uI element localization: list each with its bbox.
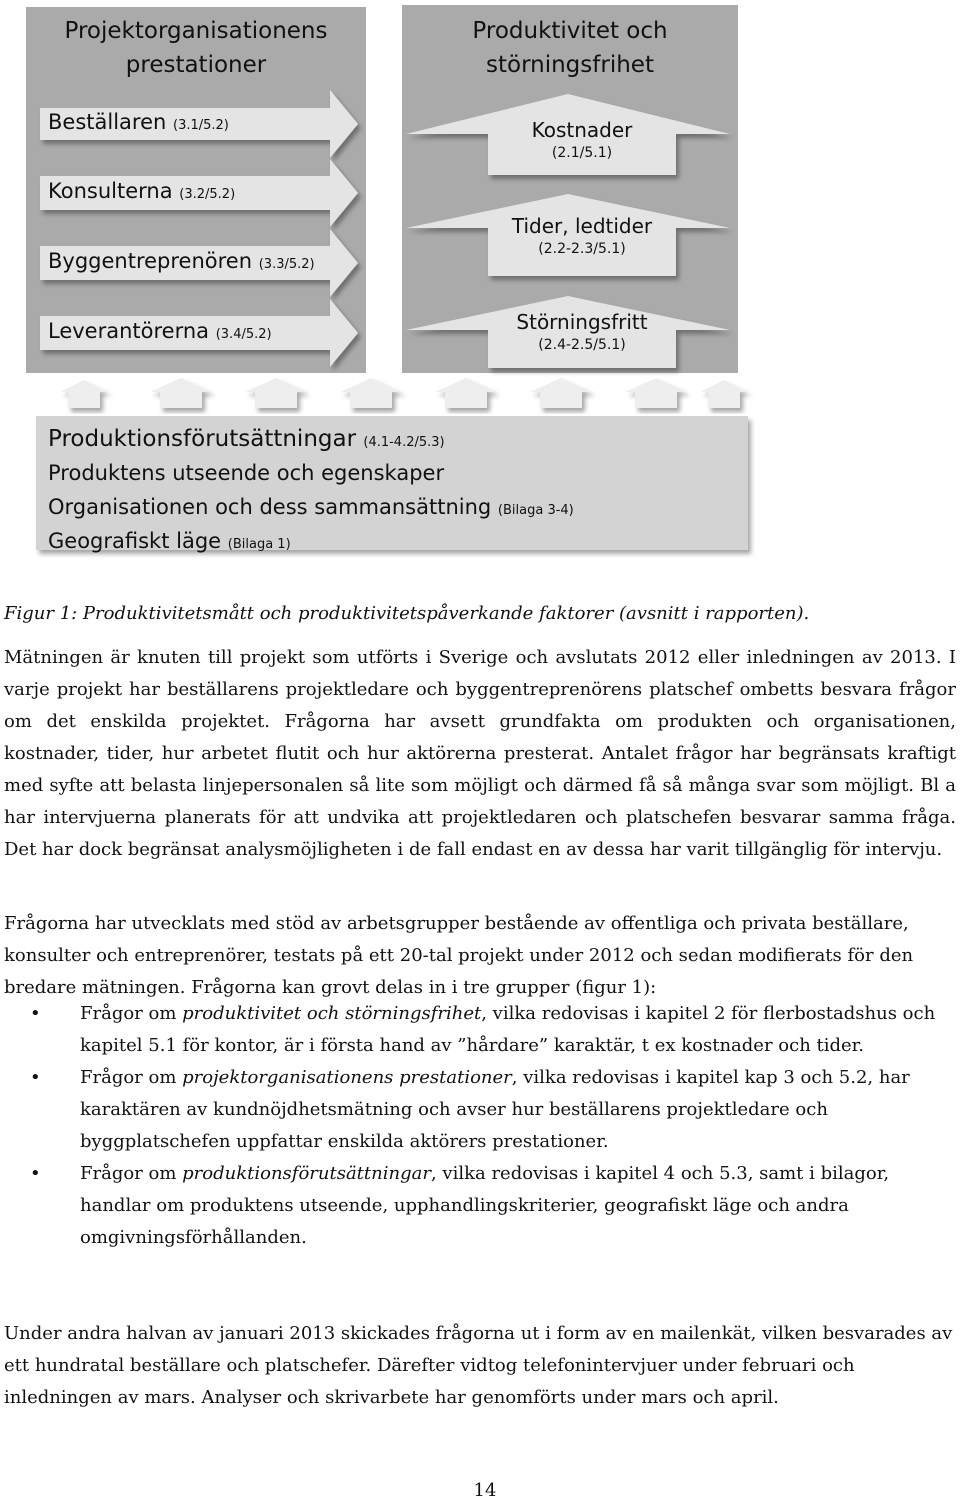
- upward-arrows: [60, 378, 748, 408]
- list-item-emphasis: produktionsförutsättningar: [182, 1163, 431, 1184]
- bottom-line-3: [48, 492, 574, 526]
- paragraph-question-development: Frågorna har utvecklats med stöd av arbetsgrupper bestående av offentliga och privata beställare, konsulter och entreprenörer, testats på ett 20-tal projekt under 2012 och sedan modifierats för den bredare mätningen. Frågorna kan grovt delas in i tre grupper (figur 1):: [4, 913, 914, 998]
- up-arrow: [60, 380, 108, 408]
- right-item-3: [488, 310, 676, 355]
- bullet-marker: •: [30, 1163, 41, 1184]
- left-item-label: Konsulterna: [48, 179, 173, 203]
- up-arrow: [340, 378, 402, 408]
- left-item-label: Byggentreprenören: [48, 249, 253, 273]
- bottom-line-label: Produktionsförutsättningar: [48, 426, 357, 452]
- up-arrow: [700, 380, 748, 408]
- right-item-ref: (2.1/5.1): [551, 145, 613, 161]
- list-item: [0, 1062, 960, 1158]
- question-group-list: [0, 998, 960, 1254]
- list-item-text: , vilka redovisas i kapitel kap 3 och 5.2, har karaktären av kundnöjdhetsmätning och avser hur beställarens projektledare och byggplatschefen uppfattar enskilda aktörers prestationer.: [80, 1067, 910, 1152]
- left-panel-title-line: Projektorganisationens: [64, 18, 328, 44]
- left-item-4: [48, 319, 272, 343]
- right-panel-title-line: störningsfrihet: [486, 52, 654, 78]
- left-item-ref: (3.4/5.2): [215, 327, 272, 342]
- right-item-ref: (2.4-2.5/5.1): [538, 337, 626, 353]
- right-item-label: Störningsfritt: [516, 310, 648, 334]
- list-item-text: Frågor om: [80, 1003, 183, 1024]
- left-item-label: Beställaren: [48, 110, 167, 134]
- left-item-ref: (3.2/5.2): [179, 187, 236, 202]
- bottom-line-label: Geografiskt läge: [48, 529, 222, 553]
- list-item: [0, 998, 960, 1062]
- bullet-marker: •: [30, 1067, 41, 1088]
- bottom-line-ref: (Bilaga 1): [227, 537, 291, 552]
- up-arrow: [625, 378, 687, 408]
- bottom-line-ref: (Bilaga 3-4): [497, 503, 574, 518]
- paragraph-intro: Mätningen är knuten till projekt som utförts i Sverige och avslutats 2012 eller inledningen av 2013. I varje projekt har beställarens projektledare och byggentreprenörens platschef ombetts besvara frågor om det enskilda projektet. Frågorna har avsett grundfakta om produkten och organisationen, kostnader, tider, hur arbetet flutit och hur aktörerna presterat. Antalet frågor har begränsats kraftigt med syfte att belasta linjepersonalen så lite som möjligt och därmed få så många svar som möjligt. Bl a har intervjuerna planerats för att undvika att projektledaren och platschefen besvarar samma fråga. Det har dock begränsat analysmöjligheten i de fall endast en av dessa har varit tillgänglig för intervju.: [4, 647, 956, 860]
- left-item-ref: (3.3/5.2): [258, 257, 315, 272]
- bottom-line-label: Produktens utseende och egenskaper: [48, 461, 445, 485]
- right-panel-title: [402, 14, 738, 82]
- left-item-1: [48, 110, 229, 134]
- list-item-emphasis: produktivitet och störningsfrihet: [182, 1003, 482, 1024]
- up-arrow: [435, 378, 497, 408]
- left-item-label: Leverantörerna: [48, 319, 210, 343]
- list-item-emphasis: projektorganisationens prestationer: [182, 1067, 512, 1088]
- paragraph-survey-timeline: Under andra halvan av januari 2013 skickades frågorna ut i form av en mailenkät, vilken besvarades av ett hundratal beställare och platschefer. Därefter vidtog telefonintervjuer under februari och inledningen av mars. Analyser och skrivarbete har genomförts under mars och april.: [4, 1323, 953, 1408]
- left-panel-title-line: prestationer: [125, 52, 267, 78]
- bottom-box-text: [48, 424, 574, 560]
- list-item: [0, 1158, 960, 1254]
- right-item-label: Tider, ledtider: [511, 214, 653, 238]
- figure-caption: Figur 1: Produktivitetsmått och produktivitetspåverkande faktorer (avsnitt i rapporten).: [4, 603, 810, 624]
- bottom-line-label: Organisationen och dess sammansättning: [48, 495, 492, 519]
- up-arrow: [150, 378, 212, 408]
- left-item-2: [48, 179, 235, 203]
- up-arrow: [245, 378, 307, 408]
- right-item-2: [488, 214, 676, 259]
- figure-diagram: [0, 0, 960, 560]
- bullet-marker: •: [30, 1003, 41, 1024]
- list-item-text: , vilka redovisas i kapitel 4 och 5.3, samt i bilagor, handlar om produktens utseende, upphandlingskriterier, geografiskt läge och andra omgivningsförhållanden.: [80, 1163, 890, 1248]
- page-number: 14: [473, 1480, 497, 1501]
- left-item-3: [48, 249, 315, 273]
- right-item-label: Kostnader: [531, 118, 633, 142]
- up-arrow: [530, 378, 592, 408]
- right-item-ref: (2.2-2.3/5.1): [538, 241, 626, 257]
- left-item-ref: (3.1/5.2): [173, 118, 229, 133]
- list-item-text: , vilka redovisas i kapitel 2 för flerbostadshus och kapitel 5.1 för kontor, är i första hand av ”hårdare” karaktär, t ex kostnader och tider.: [80, 1003, 936, 1056]
- left-panel-title: [26, 14, 366, 82]
- bottom-line-2: [48, 458, 574, 492]
- bottom-line-4: [48, 526, 574, 560]
- right-item-1: [488, 118, 676, 163]
- right-panel-title-line: Produktivitet och: [472, 18, 668, 44]
- list-item-text: Frågor om: [80, 1163, 183, 1184]
- bottom-line-1: [48, 424, 574, 458]
- list-item-text: Frågor om: [80, 1067, 183, 1088]
- bottom-line-ref: (4.1-4.2/5.3): [363, 435, 445, 450]
